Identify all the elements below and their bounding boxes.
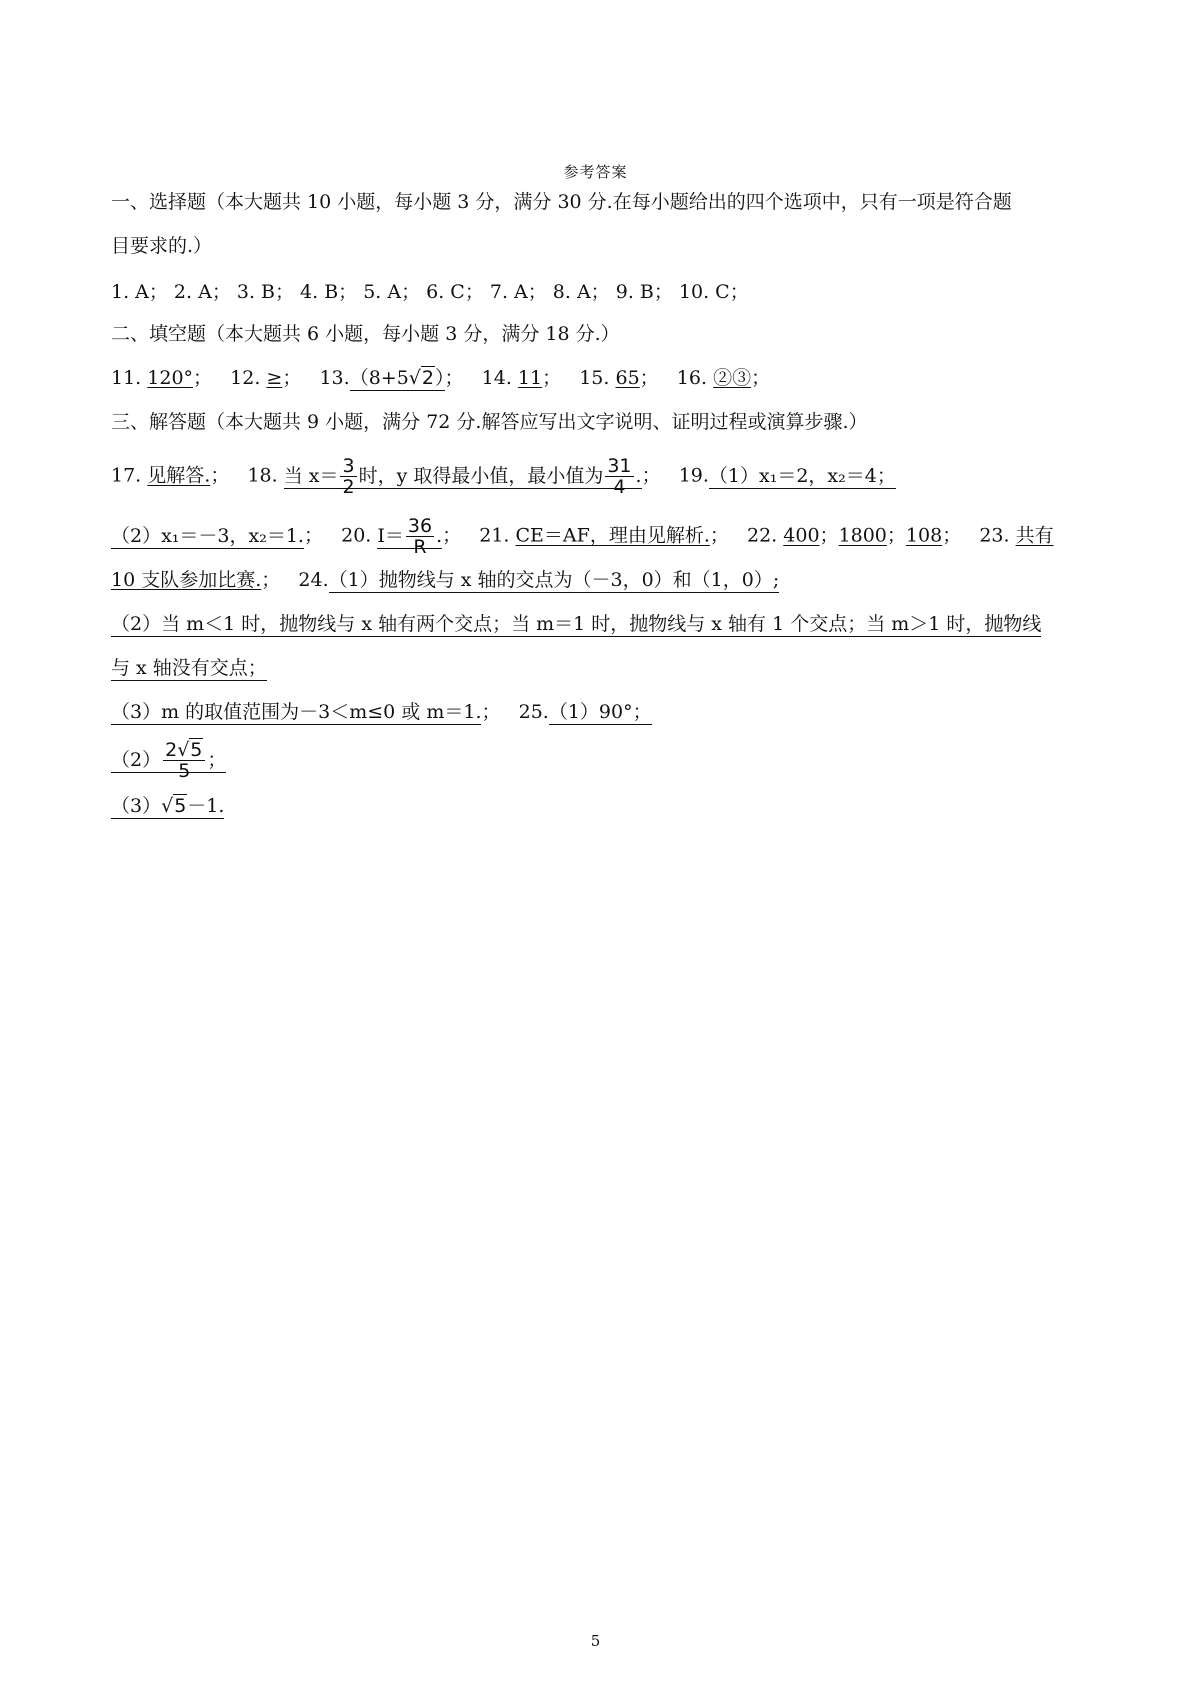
numerator-radicand: 5 bbox=[190, 739, 203, 761]
fraction-denominator: 4 bbox=[613, 476, 626, 498]
q23-answer-part1: 共有 bbox=[1015, 524, 1054, 547]
fraction-numerator bbox=[163, 740, 205, 761]
numerator-coefficient: 2 bbox=[165, 739, 178, 761]
choice-answers: 1. A； 2. A； 3. B； 4. B； 5. A； 6. C； 7. A； 8. A； 9. B； 10. C； bbox=[111, 281, 749, 303]
q23-answer-part2: 10 支队参加比赛. bbox=[111, 569, 262, 591]
q25-part3 bbox=[111, 795, 224, 819]
page-title: 参考答案 bbox=[563, 163, 628, 181]
q24-part1: （1）抛物线与 x 轴的交点为（－3，0）和（1，0）; bbox=[328, 569, 780, 591]
q20-fraction bbox=[406, 516, 434, 557]
q18-fraction-x bbox=[340, 456, 356, 497]
q11-answer: 120° bbox=[147, 367, 194, 389]
solution-line-4 bbox=[111, 612, 1091, 636]
q13-number: 13. bbox=[319, 367, 350, 389]
q17-number: 17. bbox=[111, 464, 142, 487]
section3-heading: 三、解答题（本大题共 9 小题，满分 72 分.解答应写出文字说明、证明过程或演算步骤.） bbox=[111, 411, 868, 433]
q11-number: 11. bbox=[111, 367, 142, 389]
sqrt-symbol: √ bbox=[177, 739, 190, 761]
fraction-numerator: 36 bbox=[407, 515, 433, 537]
sqrt-symbol: √ bbox=[161, 795, 174, 817]
q18-number: 18. bbox=[247, 464, 278, 487]
q22-number: 22. bbox=[747, 524, 778, 547]
q13-answer-post: ） bbox=[435, 367, 445, 389]
q20-answer-post: . bbox=[436, 524, 443, 547]
q18-answer-pre: 当 x＝ bbox=[283, 464, 339, 487]
q25-fraction bbox=[163, 740, 205, 781]
q16-answer: ②③ bbox=[713, 367, 752, 389]
q24-part3: （3）m 的取值范围为－3＜m≤0 或 m＝1. bbox=[111, 701, 482, 723]
q16-number: 16. bbox=[676, 367, 708, 389]
q12-answer: ≥ bbox=[266, 367, 283, 389]
section1-heading-line1: 一、选择题（本大题共 10 小题，每小题 3 分，满分 30 分.在每小题给出的四个选项中，只有一项是符合题 bbox=[111, 191, 1012, 213]
fill-answers-line: 11. 120°； 12. ≥； 13.（8+5√2）； 14. 11； 15. 65； 16. ②③； bbox=[111, 367, 771, 389]
q25-part3-radicand: 5 bbox=[174, 795, 187, 817]
sqrt-symbol: √ bbox=[408, 367, 421, 389]
q12-number: 12. bbox=[230, 367, 261, 389]
q22-answer-1: 400 bbox=[783, 524, 820, 547]
solution-line-2: （2）x₁＝－3，x₂＝1.； 20. I＝ $\frac{36}{R}$ .； 21. CE＝AF，理由见解析.； 22. 400；1800；108； 23. 共有 bbox=[111, 515, 1054, 558]
solution-line-8 bbox=[111, 794, 1091, 818]
q24-part2-line1: （2）当 m＜1 时，抛物线与 x 轴有两个交点；当 m＝1 时，抛物线与 x 轴有 1 个交点；当 m＞1 时，抛物线 bbox=[111, 613, 1042, 635]
q15-number: 15. bbox=[579, 367, 610, 389]
fraction-denominator: R bbox=[413, 536, 427, 558]
fraction-denominator: 5 bbox=[178, 760, 191, 782]
solution-line-1: 17. 见解答.； 18. 当 x＝ $\frac{3}{2}$ 时，y 取得最小值，最小值为 $\frac{31}{4}$ .； 19.（1）x₁＝2，x₂＝4； bbox=[111, 455, 896, 498]
q25-part3-post: －1. bbox=[187, 795, 225, 817]
q15-answer: 65 bbox=[615, 367, 640, 389]
q13-answer-pre: （8+5 bbox=[349, 367, 409, 389]
q14-answer: 11 bbox=[517, 367, 543, 389]
section1-heading-line2: 目要求的.） bbox=[111, 235, 213, 257]
fraction-numerator: 3 bbox=[342, 455, 355, 477]
q18-answer-mid: 时，y 取得最小值，最小值为 bbox=[358, 464, 604, 487]
q13-radicand: 2 bbox=[421, 367, 434, 389]
q25-part2-post: ； bbox=[207, 748, 227, 771]
q17-answer: 见解答. bbox=[147, 464, 211, 487]
q19-part1: （1）x₁＝2，x₂＝4； bbox=[708, 464, 896, 487]
q25-part2 bbox=[111, 739, 227, 782]
q24-part2-line2: 与 x 轴没有交点； bbox=[111, 657, 267, 679]
q18-answer bbox=[283, 455, 642, 498]
fraction-denominator: 2 bbox=[342, 476, 355, 498]
q14-number: 14. bbox=[481, 367, 512, 389]
q18-fraction-min bbox=[605, 456, 633, 497]
solution-line-3: 10 支队参加比赛.； 24.（1）抛物线与 x 轴的交点为（－3，0）和（1，0）; bbox=[111, 569, 780, 591]
q25-part1: （1）90°； bbox=[548, 701, 652, 723]
q25-part3-label: （3） bbox=[111, 795, 162, 817]
solution-line-5 bbox=[111, 656, 1091, 680]
q21-answer: CE＝AF，理由见解析. bbox=[515, 524, 710, 547]
q21-number: 21. bbox=[479, 524, 510, 547]
q23-number: 23. bbox=[979, 524, 1010, 547]
q19-number: 19. bbox=[678, 464, 709, 487]
solution-line-7 bbox=[111, 740, 1091, 781]
q25-part2-label: （2） bbox=[111, 748, 162, 771]
page-number: 5 bbox=[590, 1632, 601, 1650]
solution-line-6: （3）m 的取值范围为－3＜m≤0 或 m＝1.； 25.（1）90°； bbox=[111, 701, 652, 723]
q20-number: 20. bbox=[341, 524, 372, 547]
q22-answer-3: 108 bbox=[905, 524, 943, 547]
q24-number: 24. bbox=[298, 569, 329, 591]
q18-answer-post: . bbox=[635, 464, 642, 487]
q19-part2: （2）x₁＝－3，x₂＝1. bbox=[111, 524, 304, 547]
section2-heading: 二、填空题（本大题共 6 小题，每小题 3 分，满分 18 分.） bbox=[111, 323, 620, 345]
fraction-numerator: 31 bbox=[607, 455, 632, 477]
q25-number: 25. bbox=[518, 701, 549, 723]
q13-answer bbox=[350, 367, 445, 391]
q20-answer bbox=[377, 515, 443, 558]
q22-answer-2: 1800 bbox=[838, 524, 887, 547]
q20-answer-pre: I＝ bbox=[377, 524, 404, 547]
